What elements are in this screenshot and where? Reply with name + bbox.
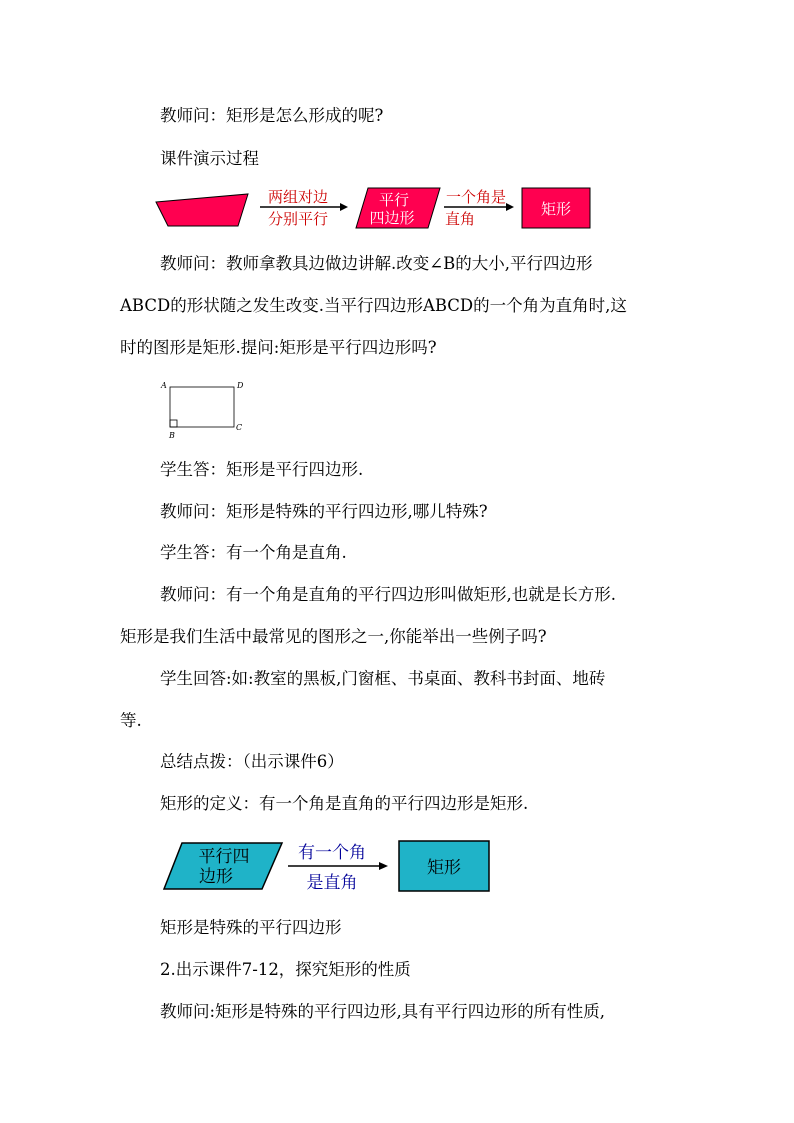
diagram-parallelogram-to-rectangle-2 [160, 833, 500, 895]
arrow1-head [340, 203, 348, 211]
arrow-label-bottom-2: 是直角 [306, 873, 358, 893]
arrow1-label-top: 两组对边 [267, 188, 329, 206]
text-line-14: 矩形的定义：有一个角是直角的平行四边形是矩形. [160, 794, 529, 813]
parallelogram-label-bottom-2: 边形 [199, 867, 233, 887]
vertex-a-label: A [161, 381, 167, 390]
arrow-head-2 [379, 862, 388, 870]
text-line-11: 学生回答:如:教室的黑板,门窗框、书桌面、教科书封面、地砖 [160, 669, 606, 688]
arrow-label-top-2: 有一个角 [298, 843, 366, 863]
vertex-b-label: B [169, 431, 175, 440]
text-line-2: 课件演示过程 [160, 149, 259, 168]
vertex-c-label: C [236, 423, 243, 432]
text-line-3: 教师问：教师拿教具边做边讲解.改变∠B的大小,平行四边形 [160, 254, 593, 273]
right-angle-mark [170, 420, 177, 427]
text-line-4: ABCD的形状随之发生改变.当平行四边形ABCD的一个角为直角时,这 [120, 296, 627, 315]
text-line-7: 教师问：矩形是特殊的平行四边形,哪儿特殊? [160, 502, 488, 521]
text-line-12: 等. [120, 711, 142, 730]
text-line-10: 矩形是我们生活中最常见的图形之一,你能举出一些例子吗? [120, 627, 547, 646]
diagram-parallelogram-to-rectangle-1 [150, 180, 610, 240]
parallelogram-label-top-2: 平行四 [198, 847, 250, 867]
arrow2-head [506, 203, 514, 211]
arrow2-label-bottom: 直角 [444, 210, 476, 228]
rectangle-box-label: 矩形 [540, 200, 572, 218]
text-line-15: 矩形是特殊的平行四边形 [160, 918, 342, 937]
text-line-16: 2.出示课件7-12，探究矩形的性质 [160, 960, 411, 979]
text-line-6: 学生答：矩形是平行四边形. [160, 460, 364, 479]
text-line-8: 学生答：有一个角是直角. [160, 543, 347, 562]
parallelogram-label-bottom: 四边形 [369, 209, 415, 227]
rectangle-box-label-2: 矩形 [427, 858, 461, 878]
arrow1-label-bottom: 分别平行 [267, 210, 329, 228]
parallelogram-label-top: 平行 [378, 191, 410, 209]
text-line-5: 时的图形是矩形.提问:矩形是平行四边形吗? [120, 338, 437, 357]
rectangle-outline [170, 387, 234, 427]
quadrilateral-shape [156, 194, 248, 226]
vertex-d-label: D [237, 381, 244, 390]
text-line-13: 总结点拨：（出示课件6） [160, 752, 344, 771]
arrow2-label-top: 一个角是 [445, 188, 507, 206]
text-line-1: 教师问：矩形是怎么形成的呢? [160, 106, 384, 125]
text-line-17: 教师问:矩形是特殊的平行四边形,具有平行四边形的所有性质, [160, 1002, 606, 1021]
rectangle-abcd-figure [158, 378, 258, 442]
text-line-9: 教师问：有一个角是直角的平行四边形叫做矩形,也就是长方形. [160, 585, 616, 604]
